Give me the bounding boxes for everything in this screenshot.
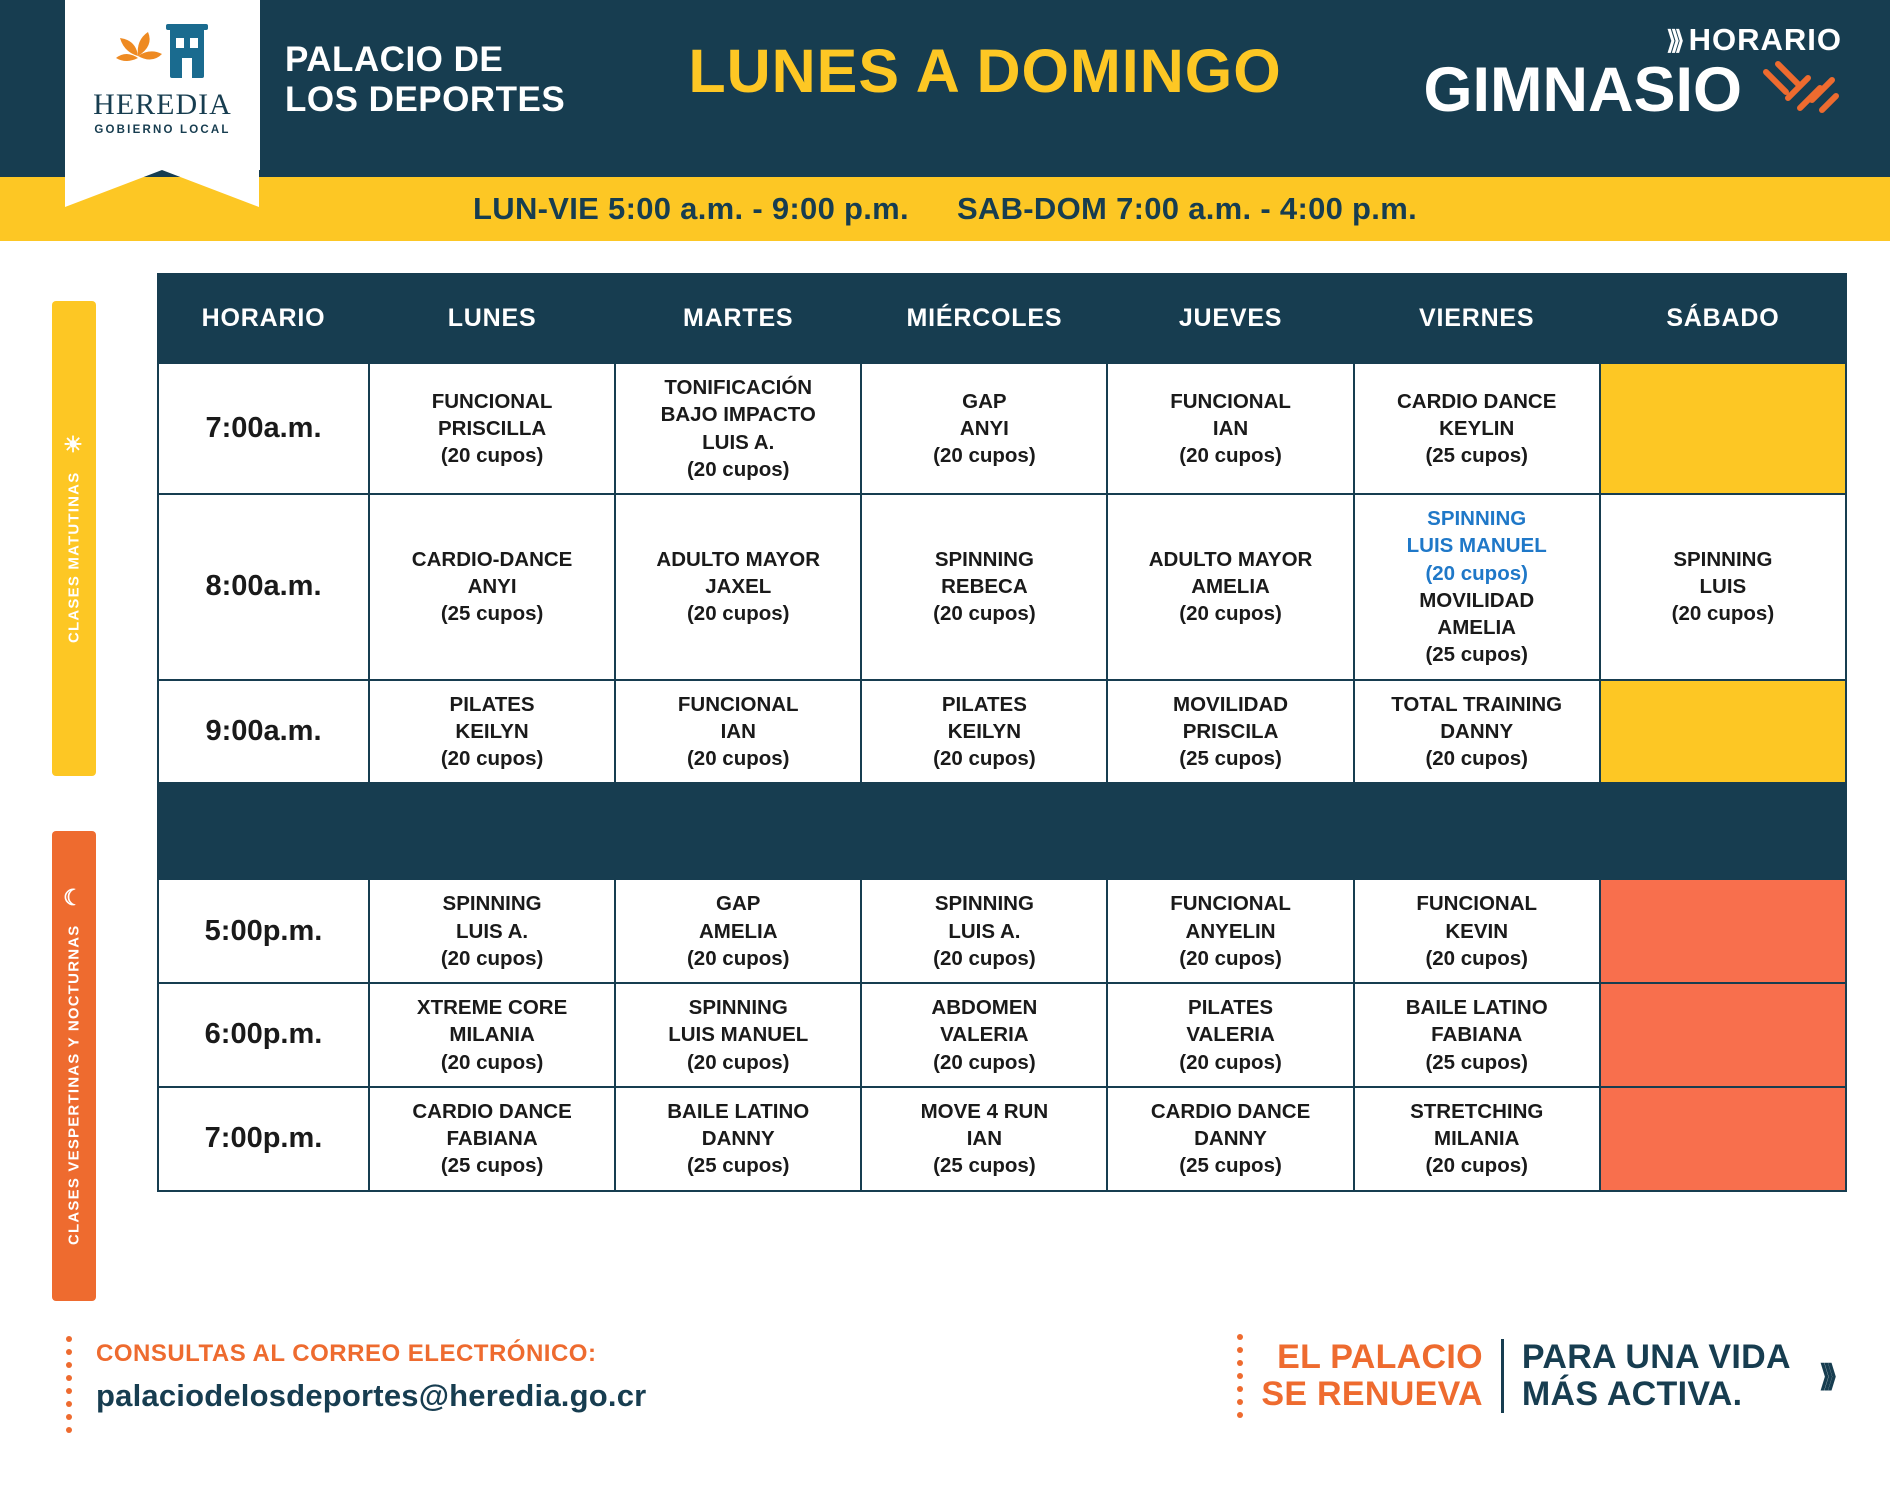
contact-title: CONSULTAS AL CORREO ELECTRÓNICO: [96, 1340, 597, 1367]
class-cell-line: (25 cupos) [440, 1154, 544, 1178]
class-cell-line: KEILYN [947, 719, 1022, 743]
class-cell-line: (25 cupos) [1425, 444, 1528, 468]
class-cell-line: (25 cupos) [1179, 1154, 1282, 1178]
class-cell [1354, 680, 1600, 784]
class-cell-line: IAN [720, 719, 756, 743]
class-cell-line: (25 cupos) [1179, 747, 1282, 770]
sidebar-morning-text: CLASES MATUTINAS [65, 471, 83, 644]
class-cell-line: KEILYN [455, 719, 529, 743]
class-cell-line: FUNCIONAL [1170, 892, 1291, 916]
row-time-label: 7:00p.m. [158, 1087, 369, 1191]
class-cell-line: VALERIA [940, 1023, 1029, 1047]
class-cell-line: (20 cupos) [686, 946, 790, 970]
class-cell [615, 1087, 861, 1191]
class-cell-line: (20 cupos) [933, 602, 1036, 626]
divider-cell [158, 783, 369, 879]
empty-slot-cell [1600, 680, 1846, 784]
class-cell-line: (20 cupos) [933, 747, 1036, 770]
class-cell-line: XTREME CORE [416, 996, 568, 1019]
class-cell [1107, 879, 1353, 983]
dot-divider-left [66, 1336, 72, 1433]
class-cell-line: (20 cupos) [686, 602, 790, 626]
page-footer [0, 1306, 1890, 1512]
schedule-section-divider [158, 783, 1846, 879]
class-cell-line: ADULTO MAYOR [656, 547, 821, 571]
class-cell-line: GAP [962, 389, 1007, 413]
class-cell [369, 494, 615, 680]
class-cell-line: TONIFICACIÓN [664, 376, 813, 399]
class-cell [1107, 494, 1353, 680]
class-cell-line: PILATES [941, 692, 1027, 716]
class-cell-line: (20 cupos) [1179, 444, 1282, 468]
venue-line-2: LOS DEPORTES [285, 79, 566, 119]
hours-weekend: SAB-DOM 7:00 a.m. - 4:00 p.m. [956, 191, 1417, 226]
class-cell-line: LUIS [1699, 575, 1747, 599]
moon-stars-icon: ☾ [63, 884, 85, 910]
class-cell-line: TOTAL TRAINING [1391, 692, 1563, 716]
side-label-morning [52, 301, 96, 776]
class-cell-line: KEVIN [1445, 919, 1509, 943]
dot-divider-right [1237, 1334, 1243, 1418]
class-cell-line: FABIANA [446, 1127, 538, 1150]
class-cell-line: LUIS A. [948, 919, 1021, 943]
divider-cell [1107, 783, 1353, 879]
class-cell-line: IAN [1212, 416, 1249, 440]
class-cell [1354, 363, 1600, 494]
class-cell [369, 363, 615, 494]
heredia-crest-icon [98, 22, 228, 84]
table-row [158, 363, 1846, 494]
table-row [158, 494, 1846, 680]
table-header-row [158, 274, 1846, 363]
class-cell-line: BAJO IMPACTO [660, 403, 816, 427]
class-cell-line: AMELIA [698, 919, 778, 943]
class-cell [1354, 494, 1600, 680]
class-cell-line: (20 cupos) [686, 1050, 790, 1074]
class-cell-line: LUIS A. [702, 430, 775, 454]
class-cell [615, 494, 861, 680]
class-cell-line: AMELIA [1437, 616, 1516, 639]
class-cell-line: ANYI [959, 416, 1009, 440]
empty-slot-cell [1600, 879, 1846, 983]
class-cell-line: MILANIA [449, 1023, 535, 1047]
slogan-block [1237, 1334, 1830, 1418]
class-cell-line: (25 cupos) [933, 1154, 1036, 1178]
class-cell-line: (20 cupos) [440, 444, 544, 468]
column-header-horario: HORARIO [158, 274, 369, 363]
class-cell-line: BAILE LATINO [667, 1099, 810, 1123]
class-cell-line: ANYELIN [1185, 919, 1276, 943]
class-cell-line: FABIANA [1431, 1023, 1523, 1047]
class-cell-line: ABDOMEN [931, 996, 1038, 1019]
slogan-navy [1522, 1339, 1791, 1412]
class-cell-line: MOVILIDAD [1173, 692, 1289, 716]
column-header-jueves: JUEVES [1107, 274, 1353, 363]
class-cell-line: (20 cupos) [1425, 946, 1528, 970]
divider-cell [615, 783, 861, 879]
class-cell-line: LUIS MANUEL [668, 1023, 809, 1047]
column-header-miercoles: MIÉRCOLES [861, 274, 1107, 363]
class-cell-line: (20 cupos) [440, 946, 544, 970]
class-cell-line: ANYI [467, 575, 517, 599]
divider-cell [1600, 783, 1846, 879]
class-cell-line: FUNCIONAL [1170, 389, 1291, 413]
class-cell-line: PILATES [1188, 996, 1274, 1019]
side-label-evening [52, 831, 96, 1301]
header-right-big: GIMNASIO [1423, 55, 1742, 125]
class-cell-line: DANNY [1440, 719, 1514, 743]
class-cell-line: SPINNING [934, 892, 1034, 916]
class-cell-line: STRETCHING [1410, 1099, 1544, 1123]
heredia-logo-word: HEREDIA [93, 88, 232, 121]
class-cell-line: (20 cupos) [1425, 561, 1528, 585]
page-title: LUNES A DOMINGO [688, 37, 1282, 105]
schedule-area [0, 241, 1890, 1306]
class-cell [1107, 680, 1353, 784]
class-cell [861, 680, 1107, 784]
class-cell-line: (20 cupos) [686, 747, 790, 770]
class-cell [861, 494, 1107, 680]
class-cell [369, 879, 615, 983]
class-cell-line: (25 cupos) [1425, 643, 1528, 667]
class-cell-line: REBECA [941, 575, 1028, 599]
class-cell-line: CARDIO DANCE [1150, 1099, 1311, 1123]
class-cell-line: IAN [966, 1127, 1003, 1150]
class-cell-line: (25 cupos) [1425, 1050, 1528, 1074]
table-row [158, 680, 1846, 784]
class-cell-line: KEYLIN [1439, 416, 1515, 440]
page-header [0, 0, 1890, 177]
class-cell-line: (20 cupos) [440, 747, 544, 770]
schedule-body [158, 363, 1846, 1191]
class-cell [1354, 879, 1600, 983]
dumbbell-icon [1756, 58, 1842, 124]
table-row [158, 879, 1846, 983]
class-cell-line: SPINNING [934, 547, 1034, 571]
class-cell-line: (20 cupos) [933, 444, 1036, 468]
class-cell-line: (20 cupos) [1179, 1050, 1282, 1074]
class-cell-line: LUIS A. [456, 919, 529, 943]
sidebar-evening-text: CLASES VESPERTINAS Y NOCTURNAS [65, 924, 83, 1246]
slogan-orange-line-2: SE RENUEVA [1261, 1375, 1483, 1413]
class-cell [615, 879, 861, 983]
class-cell-line: FUNCIONAL [1416, 892, 1538, 916]
heredia-logo-plate [65, 0, 260, 170]
class-cell-line: SPINNING [688, 996, 788, 1019]
hours-weekday: LUN-VIE 5:00 a.m. - 9:00 p.m. [473, 191, 909, 226]
column-header-viernes: VIERNES [1354, 274, 1600, 363]
class-cell-line: (20 cupos) [1179, 946, 1282, 970]
class-cell-line: CARDIO DANCE [1396, 389, 1557, 413]
column-header-martes: MARTES [615, 274, 861, 363]
class-cell [1107, 1087, 1353, 1191]
heredia-logo-tagline: GOBIERNO LOCAL [94, 124, 231, 136]
class-cell [861, 983, 1107, 1087]
class-cell-line: MOVILIDAD [1419, 588, 1535, 612]
class-cell [369, 680, 615, 784]
contact-block [96, 1340, 646, 1414]
class-cell-line: PRISCILLA [437, 416, 547, 440]
class-cell [1354, 1087, 1600, 1191]
class-cell-line: (20 cupos) [1425, 747, 1528, 770]
class-cell-line: VALERIA [1186, 1023, 1275, 1047]
class-cell [615, 680, 861, 784]
empty-slot-cell [1600, 983, 1846, 1087]
contact-email[interactable]: palaciodelosdeportes@heredia.go.cr [96, 1378, 647, 1413]
class-cell-line: FUNCIONAL [677, 692, 799, 716]
class-cell [369, 983, 615, 1087]
class-cell-line: (20 cupos) [1425, 1154, 1528, 1178]
class-cell-line: BAILE LATINO [1405, 996, 1548, 1019]
class-cell [615, 363, 861, 494]
divider-cell [1354, 783, 1600, 879]
class-cell [1354, 983, 1600, 1087]
class-cell-line: (20 cupos) [686, 457, 790, 481]
row-time-label: 8:00a.m. [158, 494, 369, 680]
row-time-label: 6:00p.m. [158, 983, 369, 1087]
column-header-lunes: LUNES [369, 274, 615, 363]
class-cell-line: ADULTO MAYOR [1148, 547, 1313, 571]
slogan-navy-line-2: MÁS ACTIVA. [1521, 1375, 1743, 1413]
class-cell-line: DANNY [1194, 1127, 1267, 1150]
header-right-small: HORARIO [1688, 22, 1842, 57]
class-cell [861, 363, 1107, 494]
class-cell-line: AMELIA [1191, 575, 1270, 599]
empty-slot-cell [1600, 1087, 1846, 1191]
class-cell-line: JAXEL [705, 575, 772, 599]
header-right-block [1423, 22, 1842, 124]
row-time-label: 9:00a.m. [158, 680, 369, 784]
class-cell-line: (20 cupos) [1671, 602, 1775, 626]
class-cell-line: FUNCIONAL [431, 389, 553, 413]
class-cell-line: (20 cupos) [933, 1050, 1036, 1074]
class-cell [1107, 363, 1353, 494]
class-cell-line: LUIS MANUEL [1406, 534, 1547, 558]
opening-hours-bar [0, 177, 1890, 241]
table-row [158, 983, 1846, 1087]
class-cell-line: DANNY [701, 1127, 775, 1150]
class-cell-line: (25 cupos) [440, 602, 544, 626]
class-cell [861, 879, 1107, 983]
class-cell [1107, 983, 1353, 1087]
slogan-navy-line-1: PARA UNA VIDA [1521, 1338, 1791, 1377]
class-cell-line: (20 cupos) [1179, 602, 1282, 626]
empty-slot-cell [1600, 363, 1846, 494]
venue-name [285, 40, 565, 120]
class-cell-line: PRISCILA [1182, 719, 1279, 743]
class-cell-line: GAP [716, 892, 761, 916]
class-cell-line: (20 cupos) [440, 1050, 544, 1074]
class-cell-line: SPINNING [1427, 507, 1527, 530]
class-cell-line: SPINNING [1673, 547, 1773, 571]
class-cell-line: MOVE 4 RUN [920, 1099, 1049, 1123]
class-cell-line: (25 cupos) [686, 1154, 790, 1178]
class-cell-line: SPINNING [442, 892, 542, 916]
class-cell-line: PILATES [449, 692, 535, 716]
chevrons-right-icon: ⟩⟩⟩ [1818, 1359, 1830, 1393]
schedule-table [157, 273, 1847, 1192]
table-row [158, 1087, 1846, 1191]
slogan-orange-line-1: EL PALACIO [1277, 1338, 1483, 1377]
class-cell [861, 1087, 1107, 1191]
column-header-sabado: SÁBADO [1600, 274, 1846, 363]
class-cell [369, 1087, 615, 1191]
class-cell [1600, 494, 1846, 680]
class-cell-line: CARDIO DANCE [412, 1099, 572, 1123]
class-cell [615, 983, 861, 1087]
divider-cell [861, 783, 1107, 879]
class-cell-line: MILANIA [1434, 1127, 1520, 1150]
row-time-label: 7:00a.m. [158, 363, 369, 494]
class-cell-line: (20 cupos) [933, 946, 1036, 970]
slogan-divider [1501, 1339, 1504, 1413]
venue-line-1: PALACIO DE [285, 40, 504, 79]
divider-cell [369, 783, 615, 879]
slogan-orange [1261, 1339, 1483, 1412]
sun-icon: ☀ [63, 431, 85, 457]
row-time-label: 5:00p.m. [158, 879, 369, 983]
chevrons-right-icon: ⟩⟩⟩ [1666, 24, 1679, 55]
class-cell-line: CARDIO-DANCE [411, 547, 573, 571]
